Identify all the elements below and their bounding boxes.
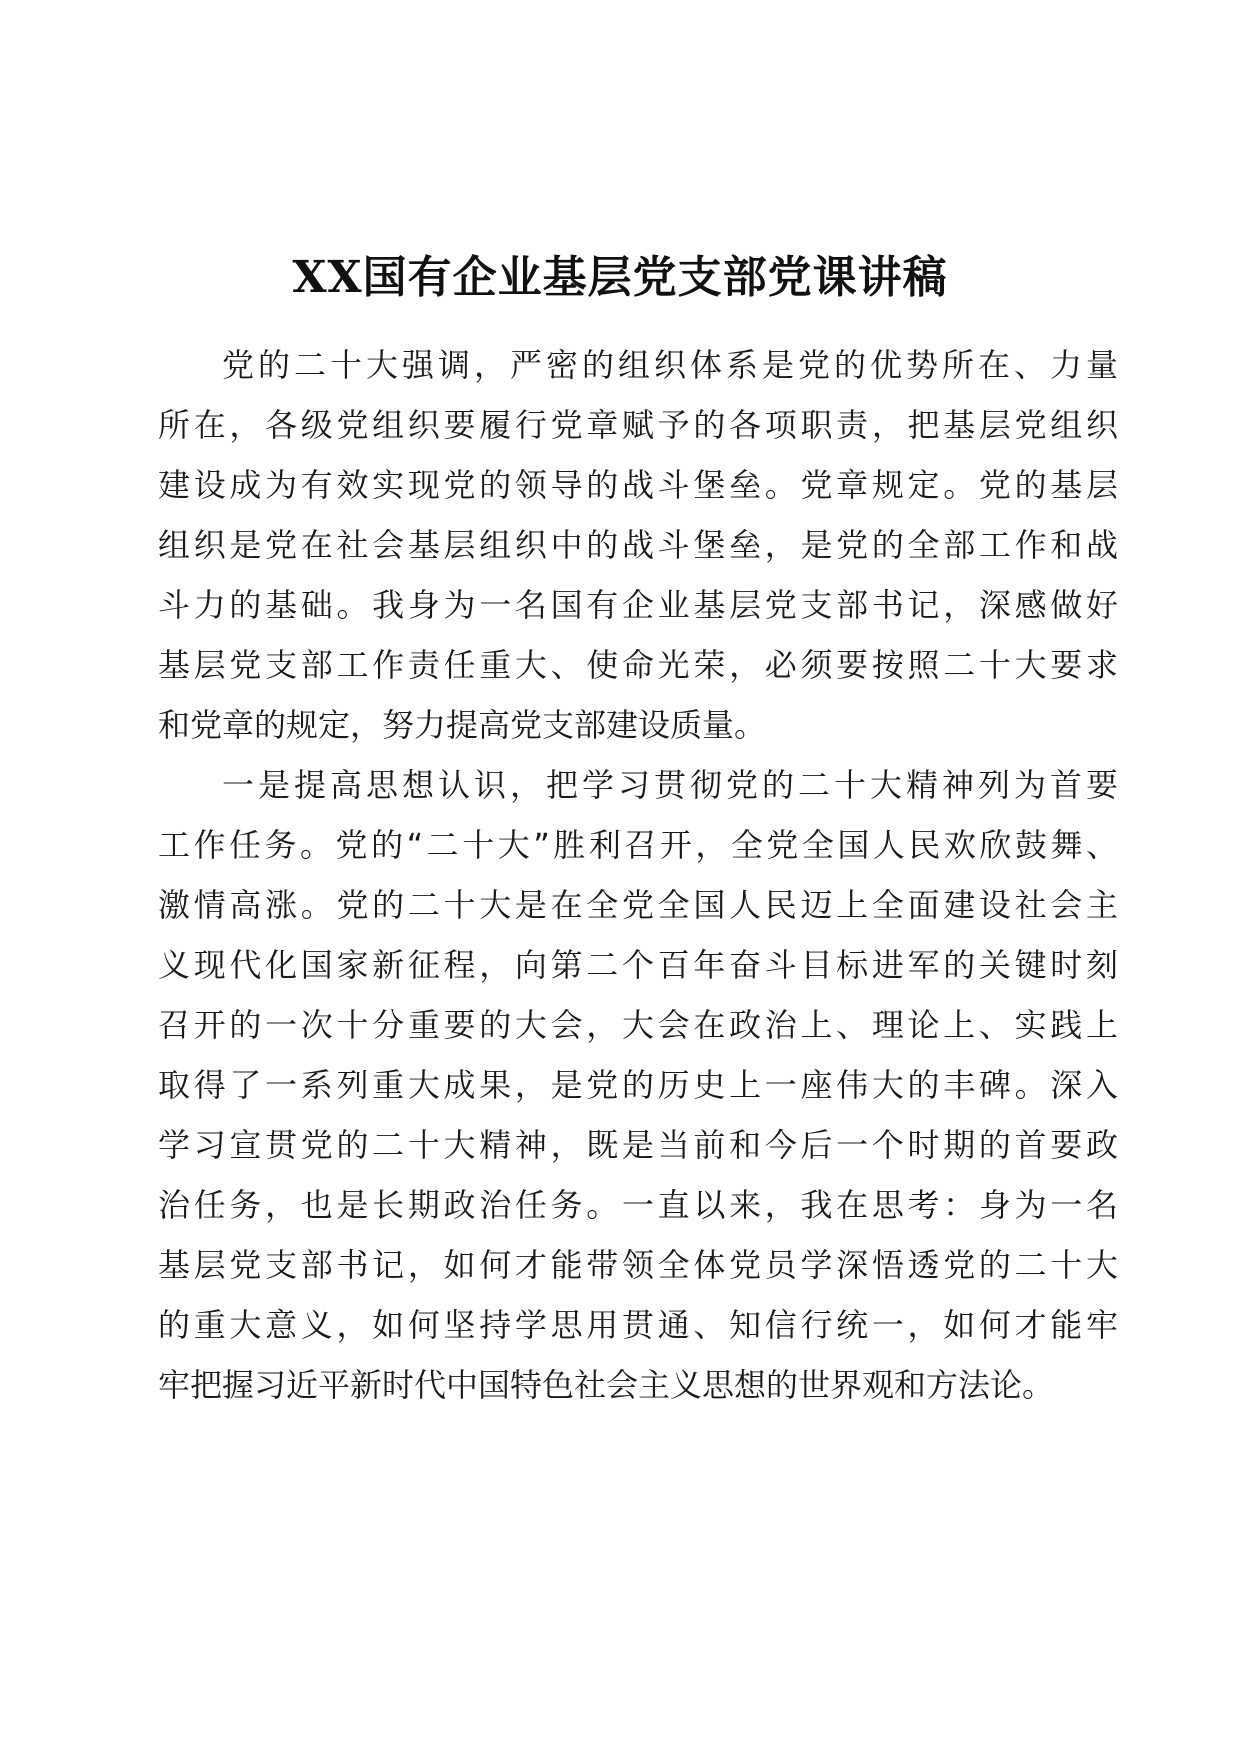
paragraph-1-line-7: 和党章的规定，努力提高党支部建设质量。 — [158, 706, 767, 744]
paragraph-2-line-4: 义现代化国家新征程，向第二个百年奋斗目标进军的关键时刻 — [158, 946, 1118, 984]
paragraph-1-line-4: 组织是党在社会基层组织中的战斗堡垒，是党的全部工作和战 — [158, 526, 1118, 564]
paragraph-1-line-3: 建设成为有效实现党的领导的战斗堡垒。党章规定。党的基层 — [158, 466, 1118, 504]
paragraph-1-line-2: 所在，各级党组织要履行党章赋予的各项职责，把基层党组织 — [158, 406, 1118, 444]
paragraph-2-line-8: 治任务，也是长期政治任务。一直以来，我在思考：身为一名 — [158, 1186, 1118, 1224]
paragraph-2-line-5: 召开的一次十分重要的大会，大会在政治上、理论上、实践上 — [158, 1006, 1118, 1044]
paragraph-2-line-6: 取得了一系列重大成果，是党的历史上一座伟大的丰碑。深入 — [158, 1066, 1118, 1104]
paragraph-2-line-2: 工作任务。党的“二十大”胜利召开，全党全国人民欢欣鼓舞、 — [158, 826, 1118, 864]
paragraph-2-line-10: 的重大意义，如何坚持学思用贯通、知信行统一，如何才能牢 — [158, 1306, 1118, 1344]
paragraph-2-line-3: 激情高涨。党的二十大是在全党全国人民迈上全面建设社会主 — [158, 886, 1118, 924]
paragraph-2-line-7: 学习宣贯党的二十大精神，既是当前和今后一个时期的首要政 — [158, 1126, 1118, 1164]
paragraph-2-line-1: 一是提高思想认识，把学习贯彻党的二十大精神列为首要 — [222, 766, 1118, 804]
paragraph-2-line-9: 基层党支部书记，如何才能带领全体党员学深悟透党的二十大 — [158, 1246, 1118, 1284]
paragraph-1-line-5: 斗力的基础。我身为一名国有企业基层党支部书记，深感做好 — [158, 586, 1118, 624]
document-title: XX国有企业基层党支部党课讲稿 — [292, 252, 948, 303]
paragraph-1-line-6: 基层党支部工作责任重大、使命光荣，必须要按照二十大要求 — [158, 646, 1118, 684]
paragraph-2-line-11: 牢把握习近平新时代中国特色社会主义思想的世界观和方法论。 — [158, 1366, 1055, 1404]
paragraph-1-line-1: 党的二十大强调，严密的组织体系是党的优势所在、力量 — [222, 346, 1118, 384]
